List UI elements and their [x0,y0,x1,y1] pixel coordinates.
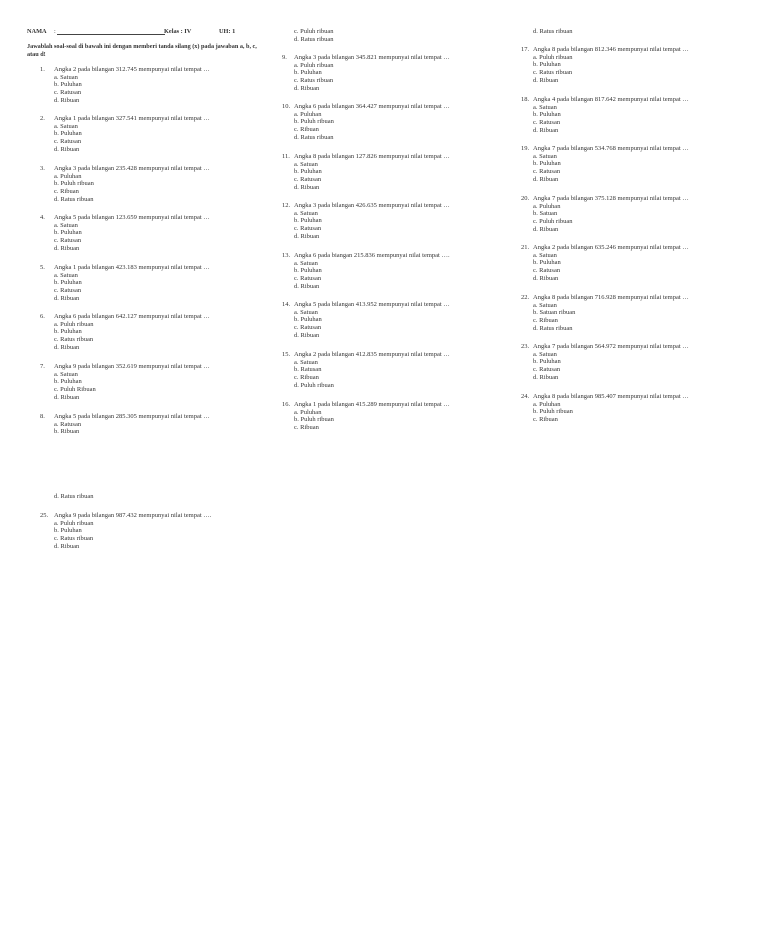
question-number: 13. [282,252,291,259]
answer-option-d: d. Ribuan [533,373,559,381]
question-text: Angka 8 pada bilangan 716.928 mempunyai nilai tempat … [533,294,689,301]
answer-option-a: a. Satuan [54,73,78,81]
question-19 [521,145,721,184]
answer-option-b: b. Puluhan [294,69,322,77]
answer-option-d: d. Ribuan [294,84,320,92]
answer-option-b: b. Puluh ribuan [54,180,94,188]
answer-option-d: d. Ratus ribuan [294,133,334,141]
answer-option-c: c. Ratusan [54,89,82,97]
answer-option-d: d. Ribuan [54,145,80,153]
question-14 [282,301,482,340]
question-text: Angka 5 pada bilangan 413.952 mempunyai nilai tempat … [294,301,450,308]
question-number: 2. [40,115,45,122]
answer-option-b: b. Puluhan [533,111,561,119]
answer-option-a: a. Satuan [533,350,557,358]
question-8 [40,413,240,436]
answer-option-b: b. Puluhan [533,259,561,267]
answer-option-a: a. Puluhan [533,400,561,408]
answer-option-c: c. Ratus ribuan [533,69,573,77]
answer-option-c: c. Ratusan [533,119,561,127]
question-number: 25. [40,512,49,519]
answer-option-a: a. Puluh ribuan [54,519,94,527]
answer-option-c: c. Ratusan [533,267,561,275]
question-2 [40,115,240,154]
answer-option-a: a. Satuan [533,301,557,309]
answer-option-c: c. Ribuan [54,188,79,196]
question-17 [521,46,721,85]
question-text: Angka 8 pada bilangan 985.407 mempunyai nilai tempat … [533,393,689,400]
answer-option-b: b. Puluhan [294,316,322,324]
answer-option-d: d. Ribuan [533,274,559,282]
question-23 [521,343,721,382]
question-10 [282,103,482,142]
question-text: Angka 5 pada bilangan 123.659 mempunyai nilai tempat … [54,214,210,221]
answer-option-b: b. Puluhan [54,81,82,89]
answer-option-c: c. Ratusan [533,168,561,176]
question-4 [40,214,240,253]
name-blank-line [57,34,165,35]
question-number: 10. [282,103,291,110]
question-number: 1. [40,66,45,73]
answer-option-a: a. Satuan [294,209,318,217]
answer-option-a: a. Puluhan [533,202,561,210]
question-number: 21. [521,244,530,251]
question-number: 12. [282,202,291,209]
question-number: 22. [521,294,530,301]
answer-option-d: d. Ribuan [533,76,559,84]
question-15 [282,351,482,390]
answer-option-b: b. Satuan ribuan [533,309,576,317]
answer-option-b: b. Puluhan [54,378,82,386]
answer-option-b: b. Puluhan [294,168,322,176]
answer-option-d: d. Ribuan [294,183,320,191]
question-number: 18. [521,96,530,103]
answer-option-b: b. Puluhan [533,358,561,366]
answer-option-d: d. Ribuan [294,331,320,339]
question-text: Angka 1 pada bilangan 415.289 mempunyai nilai tempat … [294,401,450,408]
answer-option-b: b. Puluhan [294,217,322,225]
question-text: Angka 3 pada bilangan 345.821 mempunyai nilai tempat … [294,54,450,61]
answer-option-b: b. Puluhan [533,61,561,69]
answer-option-a: a. Puluh ribuan [533,53,573,61]
answer-option-d: d. Ratus ribuan [533,324,573,332]
question-text: Angka 3 pada bilangan 235.428 mempunyai nilai tempat … [54,165,210,172]
answer-option-d: d. Ribuan [54,96,80,104]
question-text: Angka 2 pada bilangan 312.745 mempunyai nilai tempat … [54,66,210,73]
continued-options [521,28,721,36]
question-text: Angka 6 pada bilangan 642.127 mempunyai nilai tempat … [54,313,210,320]
question-number: 7. [40,363,45,370]
question-7 [40,363,240,402]
answer-option-b: b. Puluhan [54,229,82,237]
answer-option-b: b. Ribuan [54,428,80,436]
question-number: 20. [521,195,530,202]
answer-option-a: a. Satuan [54,271,78,279]
question-text: Angka 1 pada bilangan 327.541 mempunyai nilai tempat … [54,115,210,122]
answer-option-a: a. Puluhan [54,172,82,180]
question-number: 11. [282,153,290,160]
instructions: Jawablah soal-soal di bawah ini dengan memberi tanda silang (x) pada jawaban a, b, c, atau d! [27,43,257,58]
question-6 [40,313,240,352]
question-text: Angka 2 pada bilangan 635.246 mempunyai nilai tempat … [533,244,689,251]
question-number: 6. [40,313,45,320]
answer-option-c: c. Ribuan [294,374,319,382]
question-1 [40,66,240,105]
question-number: 17. [521,46,530,53]
answer-option-a: a. Satuan [533,251,557,259]
answer-option-b: b. Puluhan [54,328,82,336]
continued-option [40,493,240,501]
name-colon: : [54,28,56,35]
answer-option-a: a. Puluhan [294,408,322,416]
answer-option-a: a. Satuan [533,103,557,111]
answer-option-c: c. Ratusan [54,237,82,245]
question-text: Angka 9 pada bilangan 352.619 mempunyai nilai tempat … [54,363,210,370]
question-text: Angka 4 pada bilangan 817.642 mempunyai nilai tempat … [533,96,689,103]
answer-option-d: d. Ratus ribuan [533,28,573,35]
question-text: Angka 7 pada bilangan 375.128 mempunyai nilai tempat … [533,195,689,202]
question-text: Angka 2 pada bilangan 412.835 mempunyai nilai tempat … [294,351,450,358]
question-24 [521,393,721,424]
answer-option-c: c. Ratusan [294,275,322,283]
question-13 [282,252,482,291]
answer-option-c: c. Ratus ribuan [54,336,94,344]
answer-option-d: d. Ratus ribuan [294,35,334,43]
question-text: Angka 6 pada biangan 215.836 mempunyai nilai tempat …. [294,252,450,259]
question-number: 3. [40,165,45,172]
question-3 [40,165,240,204]
answer-option-d: d. Ribuan [533,126,559,134]
answer-option-a: a. Satuan [54,122,78,130]
answer-option-d: d. Ribuan [54,294,80,302]
question-text: Angka 6 pada bilangan 364.427 mempunyai nilai tempat … [294,103,450,110]
question-18 [521,96,721,135]
answer-option-c: c. Ribuan [294,424,319,432]
question-number: 23. [521,343,530,350]
answer-option-a: a. Puluh ribuan [294,61,334,69]
answer-option-c: c. Puluh ribuan [533,218,573,226]
answer-option-b: b. Satuan [533,210,558,218]
question-5 [40,264,240,303]
question-number: 14. [282,301,291,308]
answer-option-a: a. Puluh ribuan [54,320,94,328]
question-number: 19. [521,145,530,152]
question-text: Angka 7 pada bilangan 564.972 mempunyai nilai tempat … [533,343,689,350]
answer-option-b: b. Ratusan [294,366,322,374]
answer-option-a: a. Satuan [54,370,78,378]
question-25 [40,512,240,551]
header-row [27,28,272,38]
question-number: 16. [282,401,291,408]
question-number: 24. [521,393,530,400]
question-text: Angka 7 pada bilangan 534.768 mempunyai nilai tempat … [533,145,689,152]
answer-option-d: d. Puluh ribuan [294,381,334,389]
answer-option-b: b. Puluhan [54,130,82,138]
answer-option-b: b. Puluhan [54,279,82,287]
question-text: Angka 8 pada bilangan 127.826 mempunyai nilai tempat … [294,153,450,160]
answer-option-c: c. Puluh ribuan [294,28,334,35]
class-label: Kelas : IV [164,28,192,35]
question-text: Angka 8 pada bilangan 812.346 mempunyai nilai tempat … [533,46,689,53]
question-number: 5. [40,264,45,271]
answer-option-c: c. Ratusan [294,324,322,332]
answer-option-c: c. Ratusan [294,225,322,233]
answer-option-c: c. Ratusan [294,176,322,184]
answer-option-a: a. Ratusan [54,420,82,428]
question-22 [521,294,721,333]
question-text: Angka 5 pada bilangan 285.305 mempunyai nilai tempat … [54,413,210,420]
answer-option-c: c. Puluh Ribuan [54,386,96,394]
answer-option-c: c. Ribuan [533,416,558,424]
question-number: 9. [282,54,287,61]
answer-option-d: d. Ribuan [54,343,80,351]
question-text: Angka 3 pada bilangan 426.635 mempunyai nilai tempat … [294,202,450,209]
answer-option-c: c. Ratus ribuan [294,77,334,85]
question-12 [282,202,482,241]
question-20 [521,195,721,234]
answer-option-d: d. Ribuan [533,225,559,233]
answer-option-a: a. Puluhan [294,110,322,118]
answer-option-b: b. Puluh ribuan [294,118,334,126]
answer-option-c: c. Ratusan [533,366,561,374]
question-11 [282,153,482,192]
student-header [27,28,272,38]
continued-options [282,28,482,43]
answer-option-a: a. Satuan [294,160,318,168]
answer-option-d: d. Ribuan [294,232,320,240]
answer-option-d: d. Ribuan [54,393,80,401]
question-9 [282,54,482,93]
answer-option-a: a. Satuan [533,152,557,160]
answer-option-a: a. Satuan [294,259,318,267]
question-number: 8. [40,413,45,420]
question-21 [521,244,721,283]
answer-option-a: a. Satuan [294,358,318,366]
answer-option-b: b. Puluhan [533,160,561,168]
answer-option-a: a. Satuan [294,308,318,316]
answer-option-d: d. Ribuan [294,282,320,290]
answer-option-d: d. Ratus ribuan [54,493,94,500]
answer-option-b: b. Puluh ribuan [294,416,334,424]
question-16 [282,401,482,432]
question-text: Angka 9 pada bilangan 987.432 mempunyai nilai tempat …. [54,512,212,519]
question-number: 4. [40,214,45,221]
test-label: UH: 1 [219,28,236,35]
answer-option-a: a. Satuan [54,221,78,229]
answer-option-c: c. Ribuan [533,317,558,325]
answer-option-d: d. Ribuan [533,175,559,183]
question-text: Angka 1 pada bilangan 423.183 mempunyai nilai tempat … [54,264,210,271]
answer-option-c: c. Ratusan [54,287,82,295]
answer-option-c: c. Ratus ribuan [54,535,94,543]
answer-option-d: d. Ribuan [54,244,80,252]
answer-option-b: b. Puluhan [294,267,322,275]
answer-option-b: b. Puluh ribuan [533,408,573,416]
answer-option-c: c. Ribuan [294,126,319,134]
name-label: NAMA [27,28,47,35]
answer-option-d: d. Ratus ribuan [54,195,94,203]
question-number: 15. [282,351,291,358]
answer-option-b: b. Puluhan [54,527,82,535]
answer-option-d: d. Ribuan [54,542,80,550]
answer-option-c: c. Ratusan [54,138,82,146]
